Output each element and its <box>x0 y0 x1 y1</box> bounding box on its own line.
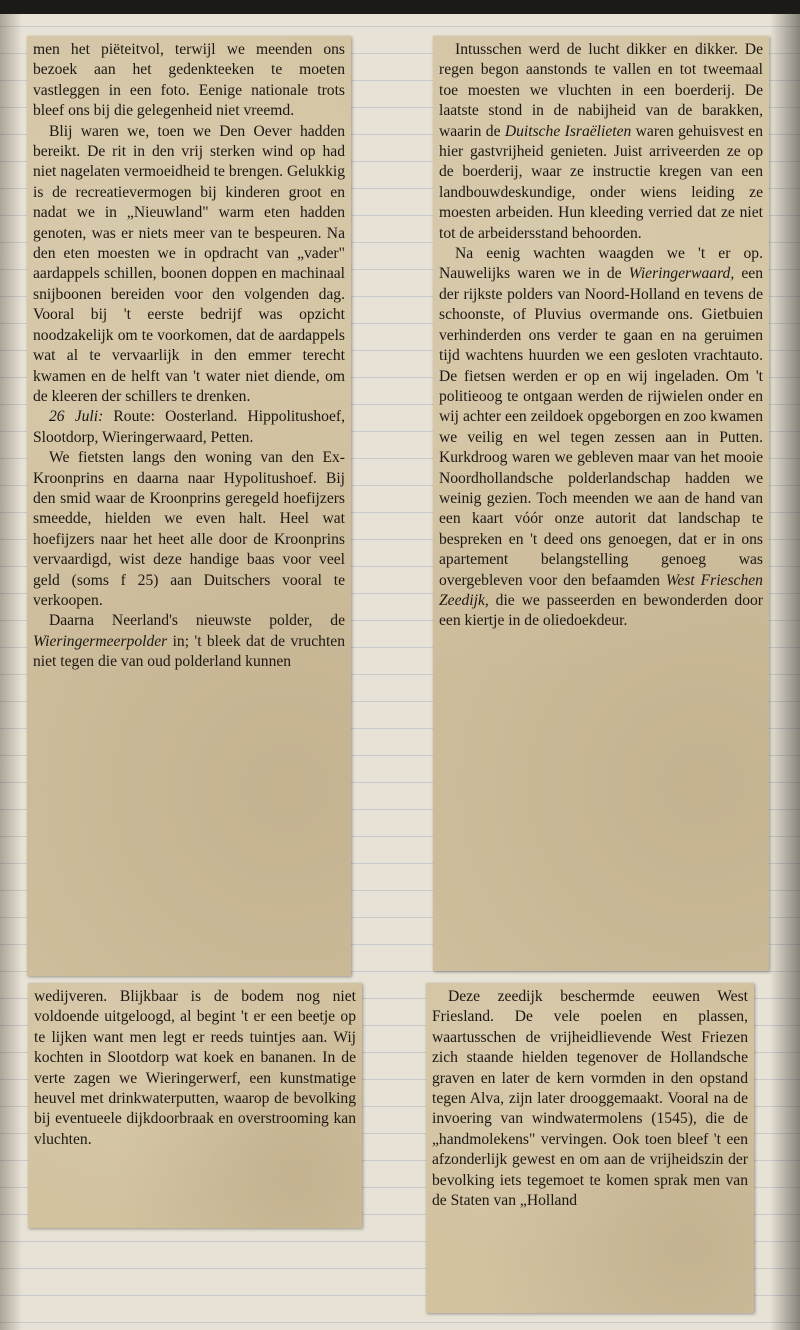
text-run: Na eenig wachten waagden we 't er op. Nauwelijks waren we in de <box>439 245 763 283</box>
clipping-paragraph <box>439 244 763 632</box>
newspaper-clipping-2 <box>433 36 769 971</box>
text-run: waren gehuisvest en hier gastvrijheid genieten. Juist arriveerden ze op de boerderij, waar ze instructie kregen van een landbouwdeskundige, onder wiens leiding ze moesten arbeiden. Hun kleeding verried dat ze niet tot de arbeidersstand behoorden. <box>439 122 763 242</box>
page-shadow-right <box>770 14 800 1330</box>
page-shadow-left <box>0 14 22 1330</box>
italic-term: Wieringerwaard, <box>628 265 735 283</box>
clipping-paragraph <box>33 407 345 448</box>
clipping-paragraph: Blij waren we, toen we Den Oever hadden bereikt. De rit in den vrij sterken wind op had niet nagelaten vermoeidheid te brengen. Gelukkig is de recreatievermogen bij kinderen groot en nadat we in „Nieuwland" warm eten hadden genoten, was er niets meer van te bespeuren. Na den eten moesten we in opdracht van „vader" aardappels schillen, boonen doppen en machinaal snijboonen bereiden voor den volgenden dag. Vooral bij 't eerste bedrijf was opzicht noodzakelijk om te voorkomen, dat de aardappels wat al te vervaarlijk in den emmer terecht kwamen en de helft van 't water niet diende, om de kleeren der schillers te drenken. <box>33 122 345 405</box>
clipping-paragraph: wedijveren. Blijkbaar is de bodem nog niet voldoende uitgeloogd, al begint 't er een beetje op te lijken want men legt er reeds tuintjes aan. Wij kochten in Slootdorp wat koek en bananen. In de verte zagen we Wieringerwerf, een kunstmatige heuvel met drinkwaterputten, waarop de bevolking bij eventueele dijkdoorbraak en overstrooming kan vluchten. <box>34 988 356 1148</box>
text-run: Daarna Neerland's nieuwste polder, de <box>49 612 345 630</box>
text-run: Intusschen werd de lucht dikker en dikker. De regen begon aanstonds te vallen en tot tweemaal toe moesten we vluchten in een boerderij. De laatste stond in de nabijheid van de barakken, waarin de <box>439 41 763 140</box>
text-run: die we passeerden en bewonderden door een kiertje in de oliedoekdeur. <box>439 591 763 630</box>
dark-top-edge <box>0 0 800 14</box>
text-run: een der rijkste polders van Noord-Holland en tevens de schoonste, of Pluvius overmande ons. Gietbuien verhinderden ons verder te gaan en na geruimen tijd wachtens huurden we een gesloten vrachtauto. De fietsen werden er op en wij ingeladen. Om 't politieoog te ontgaan werden de rijwielen onder en wij achter een zeildoek opgeborgen en zoo kwamen we veilig en wel tegen zessen aan in Putten. Kurkdroog waren we gebleven maar van het mooie Noordhollandsche polderlandschap hadden we weinig gezien. Toch meenden we aan de hand van een kaart vóór onze autorit dat landschap te bespreken en 't deed ons genoegen, dat er in ons apartement belangstelling genoeg was overgebleven voor den befaamden <box>439 265 763 589</box>
clipping-paragraph: Deze zeedijk beschermde eeuwen West Friesland. De vele poelen en plassen, waartusschen de vrijheidlievende West Friezen zich staande hielden tegenover de Hollandsche graven en later de kern vormden in den opstand tegen Alva, zijn later drooggemaakt. Vooral na de invoering van windwatermolens (1545), die de „handmolekens" vervingen. Ook toen bleef 't een afzonderlijk gewest en om aan de vrijheidszin der bevolking iets tegemoet te komen sprak men van de Staten van „Holland <box>432 988 748 1210</box>
text-run: in; 't bleek dat de vruchten niet tegen die van oud polderland kunnen <box>33 632 345 671</box>
clipping-paragraph: We fietsten langs den woning van den Ex-Kroonprins en daarna naar Hypolitushoef. Bij den smid waar de Kroonprins geregeld hoefijzers smeedde, hielden we even halt. Heel wat hoefijzers naar het heet alle door de Kroonprins vervaardigd, wist deze handige baas voor veel geld (soms f 25) aan Duitschers vooral te verkoopen. <box>33 449 345 609</box>
newspaper-clipping-4 <box>426 983 754 1313</box>
newspaper-clipping-1 <box>27 36 351 976</box>
clipping-paragraph <box>439 40 763 244</box>
italic-term: West Frieschen Zeedijk, <box>439 571 763 609</box>
route-text: Route: Oosterland. Hippolitushoef, Slootdorp, Wieringerwaard, Petten. <box>33 408 345 446</box>
polder-name: Wieringermeerpolder <box>33 632 168 650</box>
italic-term: Duitsche Israëlieten <box>504 122 632 140</box>
date-label: 26 Juli: <box>49 408 104 426</box>
clipping-paragraph <box>33 611 345 672</box>
clipping-paragraph: men het piëteitvol, terwijl we meenden ons bezoek aan het gedenkteeken te moeten vastleggen in een foto. Eenige nationale trots bleef ons bij die gelegenheid niet vreemd. <box>33 41 345 120</box>
newspaper-clipping-3 <box>28 983 362 1228</box>
